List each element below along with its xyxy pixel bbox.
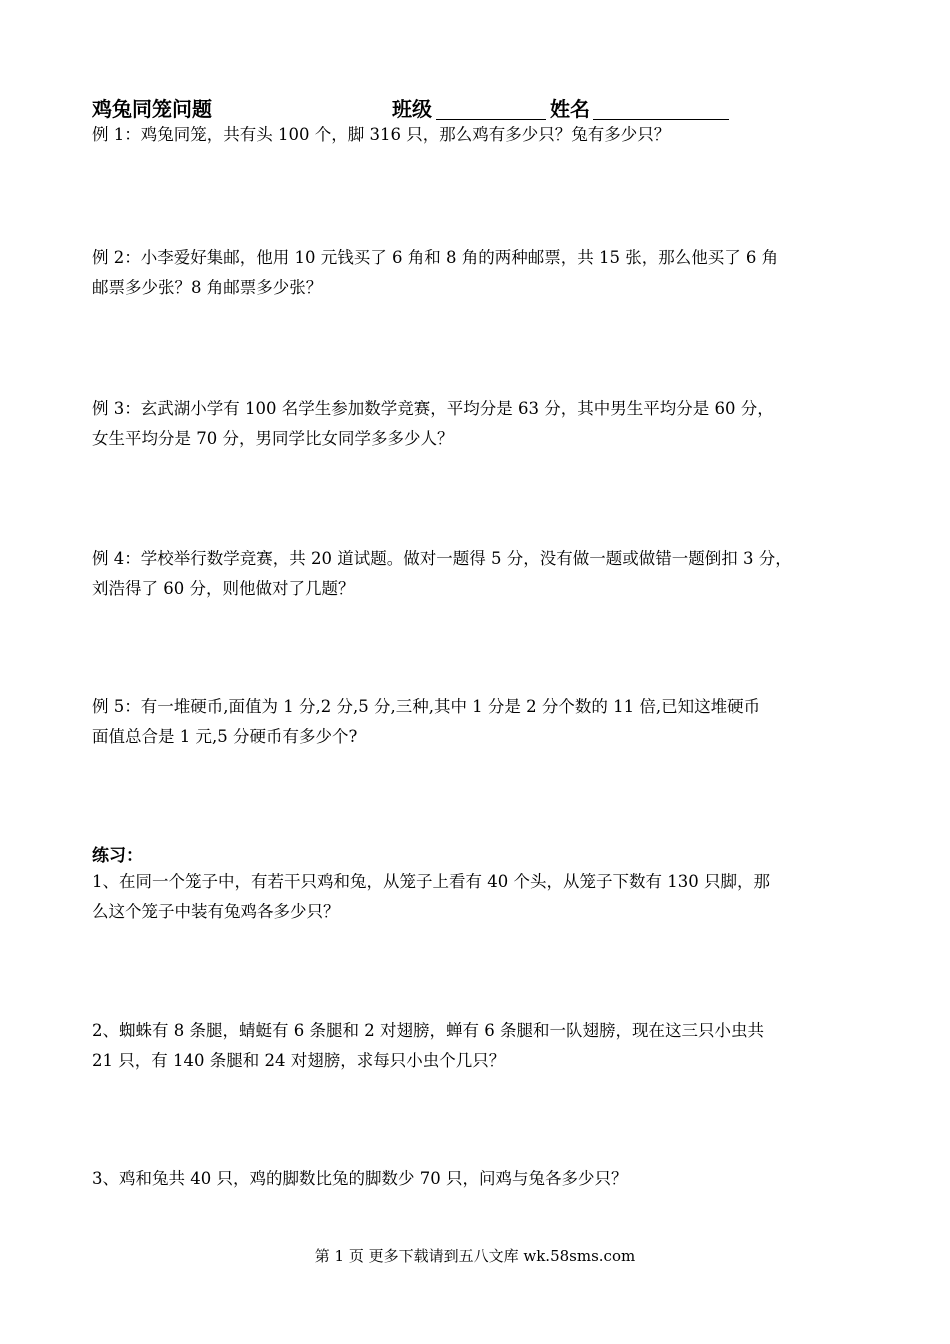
- example-4-line-2: 刘浩得了 60 分，则他做对了几题？: [92, 579, 355, 598]
- example-3-line-2: 女生平均分是 70 分，男同学比女同学多多少人？: [92, 429, 454, 448]
- example-4: [92, 544, 872, 604]
- example-1: [92, 120, 872, 150]
- practice-item-1: [92, 867, 872, 927]
- practice-item-2-line-2: 21 只，有 140 条腿和 24 对翅膀，求每只小虫个几只？: [92, 1051, 506, 1070]
- practice-item-1-line-1: 1、在同一个笼子中，有若干只鸡和兔，从笼子上看有 40 个头，从笼子下数有 130 只脚，那: [92, 872, 770, 891]
- practice-item-3-line-1: 3、鸡和兔共 40 只，鸡的脚数比兔的脚数少 70 只，问鸡与兔各多少只？: [92, 1169, 628, 1188]
- name-label: 姓名: [550, 97, 590, 121]
- example-2-line-2: 邮票多少张？8 角邮票多少张？: [92, 278, 323, 297]
- example-4-line-1: 例 4：学校举行数学竞赛，共 20 道试题。做对一题得 5 分，没有做一题或做错一题倒扣 3 分，: [92, 549, 792, 568]
- practice-item-2-line-1: 2、蜘蛛有 8 条腿，蜻蜓有 6 条腿和 2 对翅膀，蝉有 6 条腿和一队翅膀，现在这三只小虫共: [92, 1021, 764, 1040]
- example-5: [92, 692, 872, 752]
- practice-item-3: [92, 1164, 872, 1194]
- practice-item-2: [92, 1016, 872, 1076]
- example-2: [92, 243, 872, 303]
- example-3: [92, 394, 872, 454]
- example-2-line-1: 例 2：小李爱好集邮，他用 10 元钱买了 6 角和 8 角的两种邮票，共 15 张，那么他买了 6 角: [92, 248, 779, 267]
- page-footer: 第 1 页 更多下载请到五八文库 wk.58sms.com: [314, 1247, 636, 1265]
- example-3-line-1: 例 3：玄武湖小学有 100 名学生参加数学竞赛，平均分是 63 分，其中男生平均分是 60 分，: [92, 399, 774, 418]
- example-5-line-1: 例 5：有一堆硬币,面值为 1 分,2 分,5 分,三种,其中 1 分是 2 分个数的 11 倍,已知这堆硬币: [92, 697, 761, 716]
- example-5-line-2: 面值总合是 1 元,5 分硬币有多少个?: [92, 727, 358, 746]
- practice-item-1-line-2: 么这个笼子中装有兔鸡各多少只？: [92, 902, 340, 921]
- worksheet-title: 鸡兔同笼问题: [92, 97, 212, 121]
- example-1-line-1: 例 1：鸡兔同笼，共有头 100 个，脚 316 只，那么鸡有多少只？兔有多少只？: [92, 125, 671, 144]
- practice-heading: 练习：: [92, 846, 143, 866]
- class-label: 班级: [392, 97, 432, 121]
